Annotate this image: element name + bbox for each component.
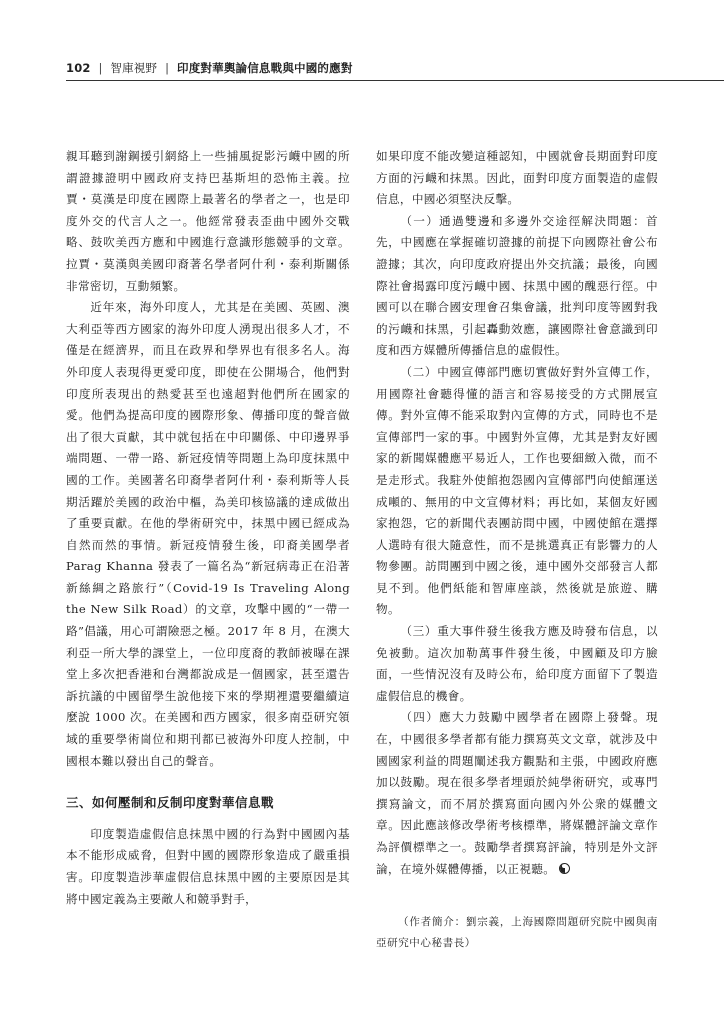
- body-paragraph: （三）重大事件發生後我方應及時發布信息，以免被動。這次加勒萬事件發生後，中國顧及印方臉面，一些情況沒有及時公布，給印度方面留下了製造虛假信息的機會。: [376, 624, 658, 703]
- page-number: 102: [66, 61, 91, 75]
- left-column: [66, 146, 350, 910]
- body-paragraph: 如果印度不能改變這種認知，中國就會長期面對印度方面的污衊和抹黑。因此，面對印度方面製造的虛假信息，中國必須堅決反擊。: [376, 149, 658, 207]
- body-paragraph: （二）中國宣傳部門應切實做好對外宣傳工作，用國際社會聽得懂的語言和容易接受的方式開展宣傳。對外宣傳不能采取對內宣傳的方式，同時也不是宣傳部門一家的事。中國對外宣傳，尤其是對友好國家的新聞媒體應平易近人，工作也要細緻入微，而不是走形式。我駐外使館抱怨國內宣傳部門向使館運送成噸的、無用的中文宣傳材料；再比如，某個友好國家抱怨，它的新聞代表團訪問中國，中國使館在選擇人選時有很大隨意性，而不是挑選真正有影響力的人物參團。訪問團到中國之後，連中國外交部發言人都見不到。他們紙能和智庫座談，然後就是旅遊、購物。: [376, 364, 658, 617]
- header-text: [66, 60, 353, 76]
- page-header: [66, 58, 724, 78]
- section-heading: 三、如何壓制和反制印度對華信息戰: [66, 795, 275, 811]
- body-paragraph: （一）通過雙邊和多邊外交途徑解決問題：首先，中國應在掌握確切證據的前提下向國際社會公布證據；其次，向印度政府提出外交抗議；最後，向國際社會揭露印度污衊中國、抹黑中國的醜惡行徑。中國可以在聯合國安理會召集會議，批判印度等國對我的污衊和抹黑，引起轟動效應，讓國際社會意識到印度和西方媒體所傳播信息的虛假性。: [376, 213, 658, 358]
- section-name: 智庫視野: [110, 61, 158, 75]
- article-title: 印度對華輿論信息戰與中國的應對: [177, 61, 353, 75]
- header-separator: |: [98, 61, 103, 75]
- header-separator-2: |: [165, 61, 170, 75]
- author-note: （作者簡介：劉宗義，上海國際問題研究院中國與南亞研究中心秘書長）: [376, 916, 658, 950]
- right-column: [376, 146, 658, 954]
- body-paragraph: 印度製造虛假信息抹黑中國的行為對中國國內基本不能形成威脅，但對中國的國際形象造成了嚴重損害。印度製造涉華虛假信息抹黑中國的主要原因是其將中國定義為主要敵人和競爭對手，: [66, 826, 350, 906]
- body-paragraph-last: [376, 707, 658, 880]
- body-paragraph: 近年來，海外印度人，尤其是在美國、英國、澳大利亞等西方國家的海外印度人湧現出很多人才，不僅是在經濟界，而且在政界和學界也有很多名人。海外印度人表現得更愛印度，即使在公開場合，他們對印度所表現出的熱愛甚至也遠超對他們所在國家的愛。他們為提高印度的國際形象、傳播印度的聲音做出了很大貢獻，其中就包括在中印關係、中印邊界爭端問題、一帶一路、新冠疫情等問題上為印度抹黑中國的工作。美國著名印裔學者阿什利・泰利斯等人長期活躍於美國的政治中樞，為美印核協議的達成做出了重要貢獻。在他的學術研究中，抹黑中國已經成為自然而然的事情。新冠疫情發生後，印裔美國學者Parag Khanna 發表了一篇名為“新冠病毒正在沿著新絲綢之路旅行”（Covid-19 Is Traveling Along the New Silk Road）的文章，攻擊中國的“一帶一路”倡議，用心可謂險惡之極。2017 年 8 月，在澳大利亞一所大學的課堂上，一位印度裔的教師被曝在課堂上多次把香港和台灣都說成是一個國家，甚至還告訴抗議的中國留學生說他接下來的學期裡還要繼續這麼說 1000 次。在美國和西方國家，很多南亞研究領域的重要學術崗位和期刊都已被海外印度人控制，中國根本難以發出自己的聲音。: [66, 300, 350, 768]
- end-mark-icon: [559, 863, 570, 874]
- body-paragraph: 親耳聽到謝鋼援引網絡上一些捕風捉影污衊中國的所謂證據證明中國政府支持巴基斯坦的恐怖主義。拉賈・莫漢是印度在國際上最著名的學者之一，也是印度外交的代言人之一。他經常發表歪曲中國外交戰略、鼓吹美西方應和中國進行意識形態競爭的文章。拉賈・莫漢與美國印裔著名學者阿什利・泰利斯關係非常密切，互動頻繁。: [66, 149, 350, 293]
- last-paragraph-text: （四）應大力鼓勵中國學者在國際上發聲。現在，中國很多學者都有能力撰寫英文文章，就涉及中國國家利益的問題闡述我方觀點和主張，中國政府應加以鼓勵。現在很多學者埋頭於純學術研究，或專門撰寫論文，而不屑於撰寫面向國內外公衆的媒體文章。因此應該修改學術考核標準，將媒體評論文章作為評價標準之一。鼓勵學者撰寫評論，特別是外文評論，在境外媒體傳播，以正視聽。: [376, 710, 658, 876]
- header-rule: [66, 80, 724, 81]
